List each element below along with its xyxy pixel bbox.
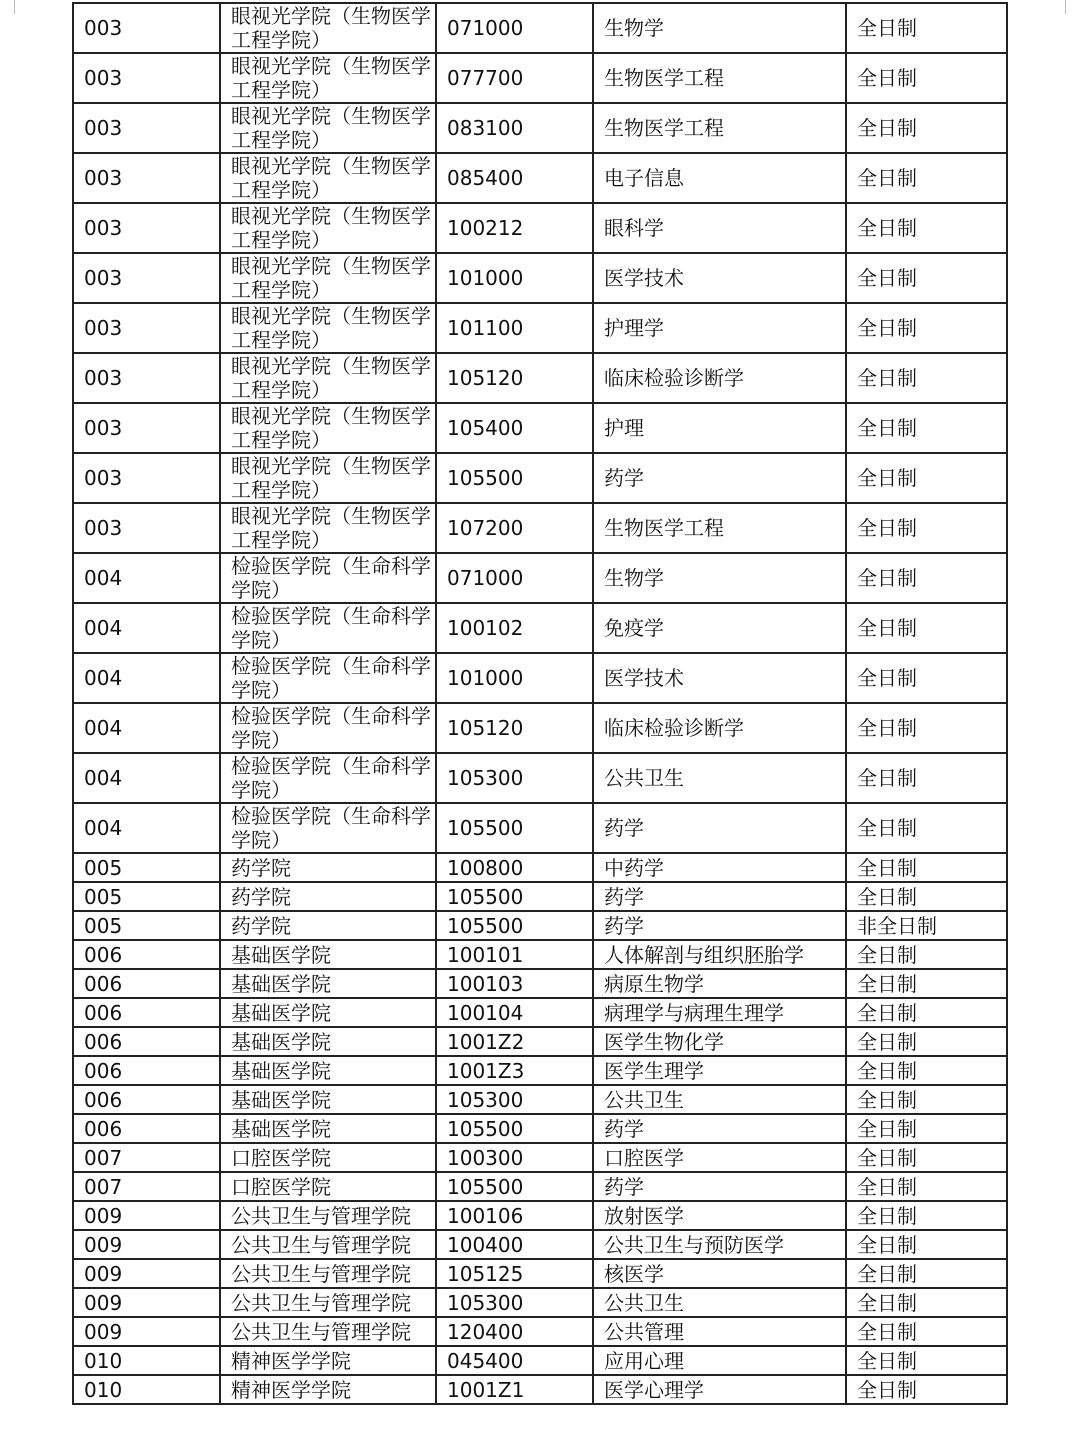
college-name-cell: 公共卫生与管理学院 bbox=[220, 1259, 436, 1288]
college-code-cell: 004 bbox=[73, 703, 220, 753]
study-mode-cell: 全日制 bbox=[846, 882, 1007, 911]
college-code-cell: 003 bbox=[73, 3, 220, 53]
major-code-cell: 071000 bbox=[436, 3, 593, 53]
study-mode-cell: 全日制 bbox=[846, 153, 1007, 203]
major-name-cell: 护理学 bbox=[593, 303, 846, 353]
major-code-cell: 101100 bbox=[436, 303, 593, 353]
major-code-cell: 1001Z1 bbox=[436, 1375, 593, 1404]
table-row bbox=[73, 553, 1007, 603]
table-row bbox=[73, 1085, 1007, 1114]
major-name-cell: 药学 bbox=[593, 1114, 846, 1143]
major-name-cell: 医学生物化学 bbox=[593, 1027, 846, 1056]
college-code-cell: 007 bbox=[73, 1143, 220, 1172]
page-corner-mark bbox=[1065, 0, 1080, 14]
study-mode-cell: 全日制 bbox=[846, 1143, 1007, 1172]
college-code-cell: 003 bbox=[73, 303, 220, 353]
college-code-cell: 003 bbox=[73, 353, 220, 403]
major-name-cell: 眼科学 bbox=[593, 203, 846, 253]
college-code-cell: 004 bbox=[73, 753, 220, 803]
table-row bbox=[73, 1288, 1007, 1317]
major-code-cell: 100400 bbox=[436, 1230, 593, 1259]
major-code-cell: 083100 bbox=[436, 103, 593, 153]
major-code-cell: 105500 bbox=[436, 882, 593, 911]
major-code-cell: 105120 bbox=[436, 703, 593, 753]
college-name-cell: 检验医学院（生命科学学院） bbox=[220, 603, 436, 653]
table-row bbox=[73, 653, 1007, 703]
college-code-cell: 004 bbox=[73, 603, 220, 653]
major-name-cell: 药学 bbox=[593, 803, 846, 853]
major-name-cell: 人体解剖与组织胚胎学 bbox=[593, 940, 846, 969]
study-mode-cell: 全日制 bbox=[846, 1056, 1007, 1085]
major-code-cell: 100300 bbox=[436, 1143, 593, 1172]
college-code-cell: 006 bbox=[73, 998, 220, 1027]
college-name-cell: 检验医学院（生命科学学院） bbox=[220, 653, 436, 703]
study-mode-cell: 全日制 bbox=[846, 553, 1007, 603]
college-code-cell: 004 bbox=[73, 653, 220, 703]
table-row bbox=[73, 1056, 1007, 1085]
table-row bbox=[73, 998, 1007, 1027]
study-mode-cell: 全日制 bbox=[846, 1085, 1007, 1114]
table-row bbox=[73, 1317, 1007, 1346]
study-mode-cell: 全日制 bbox=[846, 1201, 1007, 1230]
major-name-cell: 病理学与病理生理学 bbox=[593, 998, 846, 1027]
table-row bbox=[73, 503, 1007, 553]
study-mode-cell: 全日制 bbox=[846, 1027, 1007, 1056]
table-row bbox=[73, 603, 1007, 653]
table-row bbox=[73, 1027, 1007, 1056]
major-name-cell: 放射医学 bbox=[593, 1201, 846, 1230]
college-code-cell: 003 bbox=[73, 153, 220, 203]
table-row bbox=[73, 1346, 1007, 1375]
major-code-cell: 105300 bbox=[436, 753, 593, 803]
study-mode-cell: 全日制 bbox=[846, 998, 1007, 1027]
major-name-cell: 口腔医学 bbox=[593, 1143, 846, 1172]
major-name-cell: 公共卫生 bbox=[593, 753, 846, 803]
college-name-cell: 眼视光学院（生物医学工程学院） bbox=[220, 153, 436, 203]
table-row bbox=[73, 203, 1007, 253]
study-mode-cell: 全日制 bbox=[846, 403, 1007, 453]
table-row bbox=[73, 940, 1007, 969]
major-name-cell: 公共卫生与预防医学 bbox=[593, 1230, 846, 1259]
major-code-cell: 071000 bbox=[436, 553, 593, 603]
college-name-cell: 公共卫生与管理学院 bbox=[220, 1288, 436, 1317]
study-mode-cell: 全日制 bbox=[846, 853, 1007, 882]
major-code-cell: 1001Z3 bbox=[436, 1056, 593, 1085]
study-mode-cell: 全日制 bbox=[846, 53, 1007, 103]
major-name-cell: 生物医学工程 bbox=[593, 103, 846, 153]
college-code-cell: 007 bbox=[73, 1172, 220, 1201]
major-name-cell: 公共卫生 bbox=[593, 1085, 846, 1114]
college-name-cell: 药学院 bbox=[220, 853, 436, 882]
table-row bbox=[73, 303, 1007, 353]
major-name-cell: 中药学 bbox=[593, 853, 846, 882]
major-name-cell: 生物学 bbox=[593, 3, 846, 53]
college-name-cell: 检验医学院（生命科学学院） bbox=[220, 753, 436, 803]
college-code-cell: 005 bbox=[73, 911, 220, 940]
major-name-cell: 医学生理学 bbox=[593, 1056, 846, 1085]
study-mode-cell: 全日制 bbox=[846, 1172, 1007, 1201]
major-code-cell: 105500 bbox=[436, 911, 593, 940]
college-name-cell: 药学院 bbox=[220, 911, 436, 940]
college-name-cell: 基础医学院 bbox=[220, 1085, 436, 1114]
college-code-cell: 004 bbox=[73, 553, 220, 603]
college-name-cell: 检验医学院（生命科学学院） bbox=[220, 803, 436, 853]
program-table bbox=[72, 2, 1008, 1405]
college-name-cell: 精神医学学院 bbox=[220, 1375, 436, 1404]
table-row bbox=[73, 882, 1007, 911]
college-code-cell: 005 bbox=[73, 853, 220, 882]
college-name-cell: 口腔医学院 bbox=[220, 1143, 436, 1172]
college-name-cell: 基础医学院 bbox=[220, 1056, 436, 1085]
study-mode-cell: 全日制 bbox=[846, 1375, 1007, 1404]
major-code-cell: 105300 bbox=[436, 1085, 593, 1114]
major-code-cell: 100103 bbox=[436, 969, 593, 998]
study-mode-cell: 全日制 bbox=[846, 453, 1007, 503]
table-row bbox=[73, 3, 1007, 53]
college-code-cell: 006 bbox=[73, 1056, 220, 1085]
study-mode-cell: 全日制 bbox=[846, 603, 1007, 653]
major-code-cell: 105400 bbox=[436, 403, 593, 453]
major-code-cell: 105500 bbox=[436, 1114, 593, 1143]
study-mode-cell: 全日制 bbox=[846, 1259, 1007, 1288]
study-mode-cell: 全日制 bbox=[846, 103, 1007, 153]
major-name-cell: 免疫学 bbox=[593, 603, 846, 653]
study-mode-cell: 全日制 bbox=[846, 703, 1007, 753]
major-name-cell: 生物学 bbox=[593, 553, 846, 603]
college-code-cell: 006 bbox=[73, 1027, 220, 1056]
program-table-body bbox=[73, 3, 1007, 1404]
major-name-cell: 生物医学工程 bbox=[593, 53, 846, 103]
major-code-cell: 100104 bbox=[436, 998, 593, 1027]
table-row bbox=[73, 1201, 1007, 1230]
table-row bbox=[73, 911, 1007, 940]
table-row bbox=[73, 1230, 1007, 1259]
college-name-cell: 口腔医学院 bbox=[220, 1172, 436, 1201]
table-row bbox=[73, 753, 1007, 803]
major-code-cell: 100106 bbox=[436, 1201, 593, 1230]
college-code-cell: 003 bbox=[73, 453, 220, 503]
college-name-cell: 基础医学院 bbox=[220, 940, 436, 969]
college-code-cell: 003 bbox=[73, 103, 220, 153]
college-name-cell: 药学院 bbox=[220, 882, 436, 911]
study-mode-cell: 全日制 bbox=[846, 1346, 1007, 1375]
study-mode-cell: 全日制 bbox=[846, 203, 1007, 253]
major-name-cell: 公共卫生 bbox=[593, 1288, 846, 1317]
major-name-cell: 医学技术 bbox=[593, 653, 846, 703]
college-code-cell: 003 bbox=[73, 403, 220, 453]
college-name-cell: 眼视光学院（生物医学工程学院） bbox=[220, 303, 436, 353]
college-name-cell: 检验医学院（生命科学学院） bbox=[220, 553, 436, 603]
college-code-cell: 010 bbox=[73, 1346, 220, 1375]
table-row bbox=[73, 53, 1007, 103]
major-code-cell: 077700 bbox=[436, 53, 593, 103]
college-name-cell: 公共卫生与管理学院 bbox=[220, 1230, 436, 1259]
major-code-cell: 101000 bbox=[436, 653, 593, 703]
college-name-cell: 眼视光学院（生物医学工程学院） bbox=[220, 53, 436, 103]
college-name-cell: 精神医学学院 bbox=[220, 1346, 436, 1375]
table-row bbox=[73, 1375, 1007, 1404]
major-name-cell: 临床检验诊断学 bbox=[593, 353, 846, 403]
table-row bbox=[73, 1143, 1007, 1172]
study-mode-cell: 全日制 bbox=[846, 303, 1007, 353]
major-name-cell: 药学 bbox=[593, 1172, 846, 1201]
major-name-cell: 公共管理 bbox=[593, 1317, 846, 1346]
college-code-cell: 009 bbox=[73, 1259, 220, 1288]
major-code-cell: 100212 bbox=[436, 203, 593, 253]
major-code-cell: 101000 bbox=[436, 253, 593, 303]
major-name-cell: 药学 bbox=[593, 911, 846, 940]
major-name-cell: 临床检验诊断学 bbox=[593, 703, 846, 753]
college-code-cell: 006 bbox=[73, 1114, 220, 1143]
college-code-cell: 009 bbox=[73, 1230, 220, 1259]
college-code-cell: 009 bbox=[73, 1317, 220, 1346]
study-mode-cell: 全日制 bbox=[846, 503, 1007, 553]
major-code-cell: 100101 bbox=[436, 940, 593, 969]
table-row bbox=[73, 353, 1007, 403]
major-code-cell: 1001Z2 bbox=[436, 1027, 593, 1056]
study-mode-cell: 全日制 bbox=[846, 969, 1007, 998]
table-row bbox=[73, 969, 1007, 998]
college-name-cell: 眼视光学院（生物医学工程学院） bbox=[220, 203, 436, 253]
major-code-cell: 105500 bbox=[436, 803, 593, 853]
major-name-cell: 药学 bbox=[593, 453, 846, 503]
major-code-cell: 105300 bbox=[436, 1288, 593, 1317]
college-name-cell: 眼视光学院（生物医学工程学院） bbox=[220, 253, 436, 303]
college-name-cell: 基础医学院 bbox=[220, 1114, 436, 1143]
table-row bbox=[73, 403, 1007, 453]
table-row bbox=[73, 703, 1007, 753]
major-name-cell: 护理 bbox=[593, 403, 846, 453]
college-name-cell: 眼视光学院（生物医学工程学院） bbox=[220, 353, 436, 403]
major-code-cell: 100102 bbox=[436, 603, 593, 653]
college-code-cell: 009 bbox=[73, 1288, 220, 1317]
table-row bbox=[73, 853, 1007, 882]
study-mode-cell: 全日制 bbox=[846, 940, 1007, 969]
college-code-cell: 003 bbox=[73, 53, 220, 103]
college-name-cell: 检验医学院（生命科学学院） bbox=[220, 703, 436, 753]
major-code-cell: 085400 bbox=[436, 153, 593, 203]
college-name-cell: 公共卫生与管理学院 bbox=[220, 1317, 436, 1346]
major-name-cell: 核医学 bbox=[593, 1259, 846, 1288]
major-name-cell: 电子信息 bbox=[593, 153, 846, 203]
major-name-cell: 医学技术 bbox=[593, 253, 846, 303]
college-code-cell: 004 bbox=[73, 803, 220, 853]
college-name-cell: 眼视光学院（生物医学工程学院） bbox=[220, 403, 436, 453]
college-code-cell: 006 bbox=[73, 940, 220, 969]
major-name-cell: 应用心理 bbox=[593, 1346, 846, 1375]
table-row bbox=[73, 103, 1007, 153]
table-row bbox=[73, 253, 1007, 303]
college-name-cell: 公共卫生与管理学院 bbox=[220, 1201, 436, 1230]
table-row bbox=[73, 1114, 1007, 1143]
college-name-cell: 眼视光学院（生物医学工程学院） bbox=[220, 103, 436, 153]
study-mode-cell: 全日制 bbox=[846, 1317, 1007, 1346]
study-mode-cell: 全日制 bbox=[846, 253, 1007, 303]
major-name-cell: 医学心理学 bbox=[593, 1375, 846, 1404]
major-code-cell: 105500 bbox=[436, 453, 593, 503]
college-code-cell: 010 bbox=[73, 1375, 220, 1404]
college-name-cell: 眼视光学院（生物医学工程学院） bbox=[220, 453, 436, 503]
major-code-cell: 100800 bbox=[436, 853, 593, 882]
table-row bbox=[73, 453, 1007, 503]
major-code-cell: 105125 bbox=[436, 1259, 593, 1288]
study-mode-cell: 全日制 bbox=[846, 353, 1007, 403]
study-mode-cell: 全日制 bbox=[846, 1114, 1007, 1143]
major-code-cell: 045400 bbox=[436, 1346, 593, 1375]
study-mode-cell: 全日制 bbox=[846, 753, 1007, 803]
college-name-cell: 基础医学院 bbox=[220, 1027, 436, 1056]
college-code-cell: 003 bbox=[73, 203, 220, 253]
major-code-cell: 120400 bbox=[436, 1317, 593, 1346]
major-name-cell: 生物医学工程 bbox=[593, 503, 846, 553]
college-name-cell: 基础医学院 bbox=[220, 998, 436, 1027]
major-name-cell: 药学 bbox=[593, 882, 846, 911]
major-code-cell: 107200 bbox=[436, 503, 593, 553]
college-code-cell: 006 bbox=[73, 1085, 220, 1114]
college-name-cell: 基础医学院 bbox=[220, 969, 436, 998]
college-code-cell: 003 bbox=[73, 253, 220, 303]
study-mode-cell: 全日制 bbox=[846, 653, 1007, 703]
college-code-cell: 009 bbox=[73, 1201, 220, 1230]
major-name-cell: 病原生物学 bbox=[593, 969, 846, 998]
table-row bbox=[73, 803, 1007, 853]
table-row bbox=[73, 153, 1007, 203]
page-corner-mark bbox=[0, 0, 15, 14]
table-row bbox=[73, 1172, 1007, 1201]
major-code-cell: 105500 bbox=[436, 1172, 593, 1201]
college-code-cell: 005 bbox=[73, 882, 220, 911]
study-mode-cell: 全日制 bbox=[846, 803, 1007, 853]
study-mode-cell: 全日制 bbox=[846, 3, 1007, 53]
college-name-cell: 眼视光学院（生物医学工程学院） bbox=[220, 503, 436, 553]
study-mode-cell: 全日制 bbox=[846, 1288, 1007, 1317]
college-code-cell: 003 bbox=[73, 503, 220, 553]
table-row bbox=[73, 1259, 1007, 1288]
study-mode-cell: 非全日制 bbox=[846, 911, 1007, 940]
major-code-cell: 105120 bbox=[436, 353, 593, 403]
study-mode-cell: 全日制 bbox=[846, 1230, 1007, 1259]
college-name-cell: 眼视光学院（生物医学工程学院） bbox=[220, 3, 436, 53]
college-code-cell: 006 bbox=[73, 969, 220, 998]
